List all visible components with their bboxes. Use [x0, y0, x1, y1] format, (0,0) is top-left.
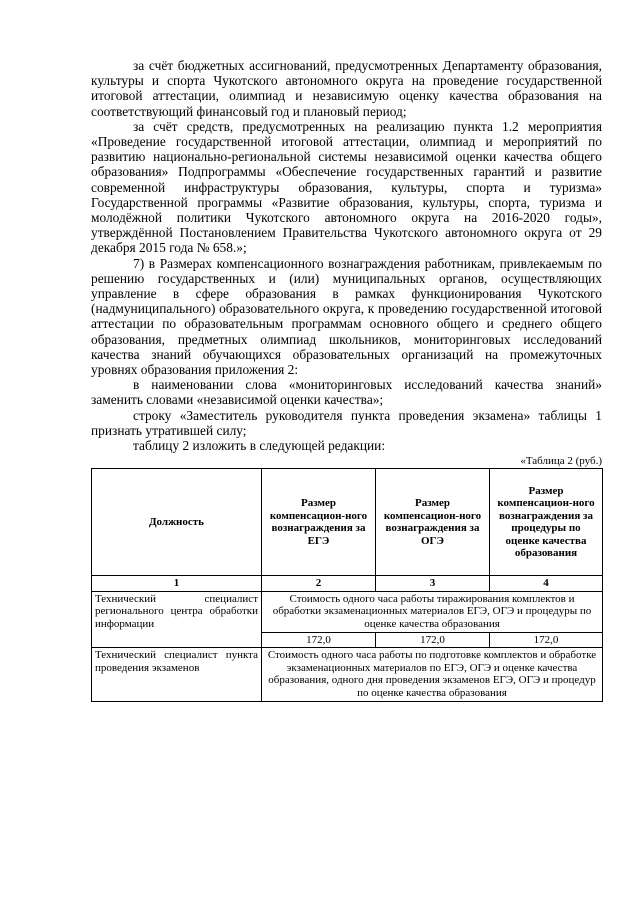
column-number-4: 4 — [490, 576, 603, 592]
row-1-value-ege: 172,0 — [262, 632, 376, 648]
column-number-3: 3 — [376, 576, 490, 592]
row-1-value-oge: 172,0 — [376, 632, 490, 648]
paragraph-3: 7) в Размерах компенсационного вознаграждения работникам, привлекаемым по решению государственных и (или) муниципальных органов, осуществляющих управление в сфере образования в рамках функционирования Чукотского (надмуниципального) образовательного округа, к проведению государственной итоговой аттестации по образовательным программам основного общего и среднего общего образования, предметных олимпиад школьников, мониторинговых исследований качества знаний обучающихся образовательных организаций на промежуточных уровнях образования приложения 2: — [91, 255, 602, 378]
table-number-row — [92, 576, 603, 592]
header-oge: Размер компенсацион-ного вознаграждения за ОГЭ — [376, 469, 490, 576]
header-quality: Размер компенсацион-ного вознаграждения за процедуры по оценке качества образования — [490, 469, 603, 576]
paragraph-2: за счёт средств, предусмотренных на реализацию пункта 1.2 мероприятия «Проведение государственной итоговой аттестации, олимпиад и мероприятий по развитию национально-региональной системы независимой оценки качества общего образования» Подпрограммы «Обеспечение государственных гарантий и развитие современной инфраструктуры образования, культуры, спорта и туризма» Государственной программы «Развитие образования, культуры, спорта, туризма и молодёжной политики Чукотского автономного округа на 2016-2020 годы», утверждённой Постановлением Правительства Чукотского автономного округа от 29 декабря 2015 года № 658.»; — [91, 118, 602, 256]
row-2-position: Технический специалист пункта проведения экзаменов — [92, 648, 262, 701]
column-number-1: 1 — [92, 576, 262, 592]
row-1-position: Технический специалист регионального центра обработки информации — [92, 591, 262, 647]
row-1-description: Стоимость одного часа работы тиражирования комплектов и обработки экзаменационных материалов ЕГЭ, ОГЭ и процедуры по оценке качества образования — [262, 591, 603, 632]
header-ege: Размер компенсацион-ного вознаграждения за ЕГЭ — [262, 469, 376, 576]
table-row — [92, 648, 603, 701]
row-1-value-quality: 172,0 — [490, 632, 603, 648]
compensation-table — [91, 468, 603, 701]
paragraph-4: в наименовании слова «мониторинговых исследований качества знаний» заменить словами «независимой оценки качества»; — [91, 377, 602, 408]
table-caption: «Таблица 2 (руб.) — [520, 455, 602, 468]
document-page — [91, 58, 602, 702]
header-position: Должность — [92, 469, 262, 576]
paragraph-5: строку «Заместитель руководителя пункта проведения экзамена» таблицы 1 признать утратившей силу; — [91, 407, 602, 438]
paragraph-6: таблицу 2 изложить в следующей редакции: — [133, 438, 386, 454]
paragraph-1: за счёт бюджетных ассигнований, предусмотренных Департаменту образования, культуры и спорта Чукотского автономного округа на проведение государственной итоговой аттестации, олимпиад и независимую оценку качества образования на соответствующий финансовый год и плановый период; — [91, 58, 602, 119]
column-number-2: 2 — [262, 576, 376, 592]
table-row — [92, 591, 603, 632]
row-2-description: Стоимость одного часа работы по подготовке комплектов и обработке экзаменационных материалов по ЕГЭ, ОГЭ и оценке качества образования, одного дня проведения экзаменов ЕГЭ, ОГЭ и процедур по оценке качества образования — [262, 648, 603, 701]
table-header-row — [92, 469, 603, 576]
